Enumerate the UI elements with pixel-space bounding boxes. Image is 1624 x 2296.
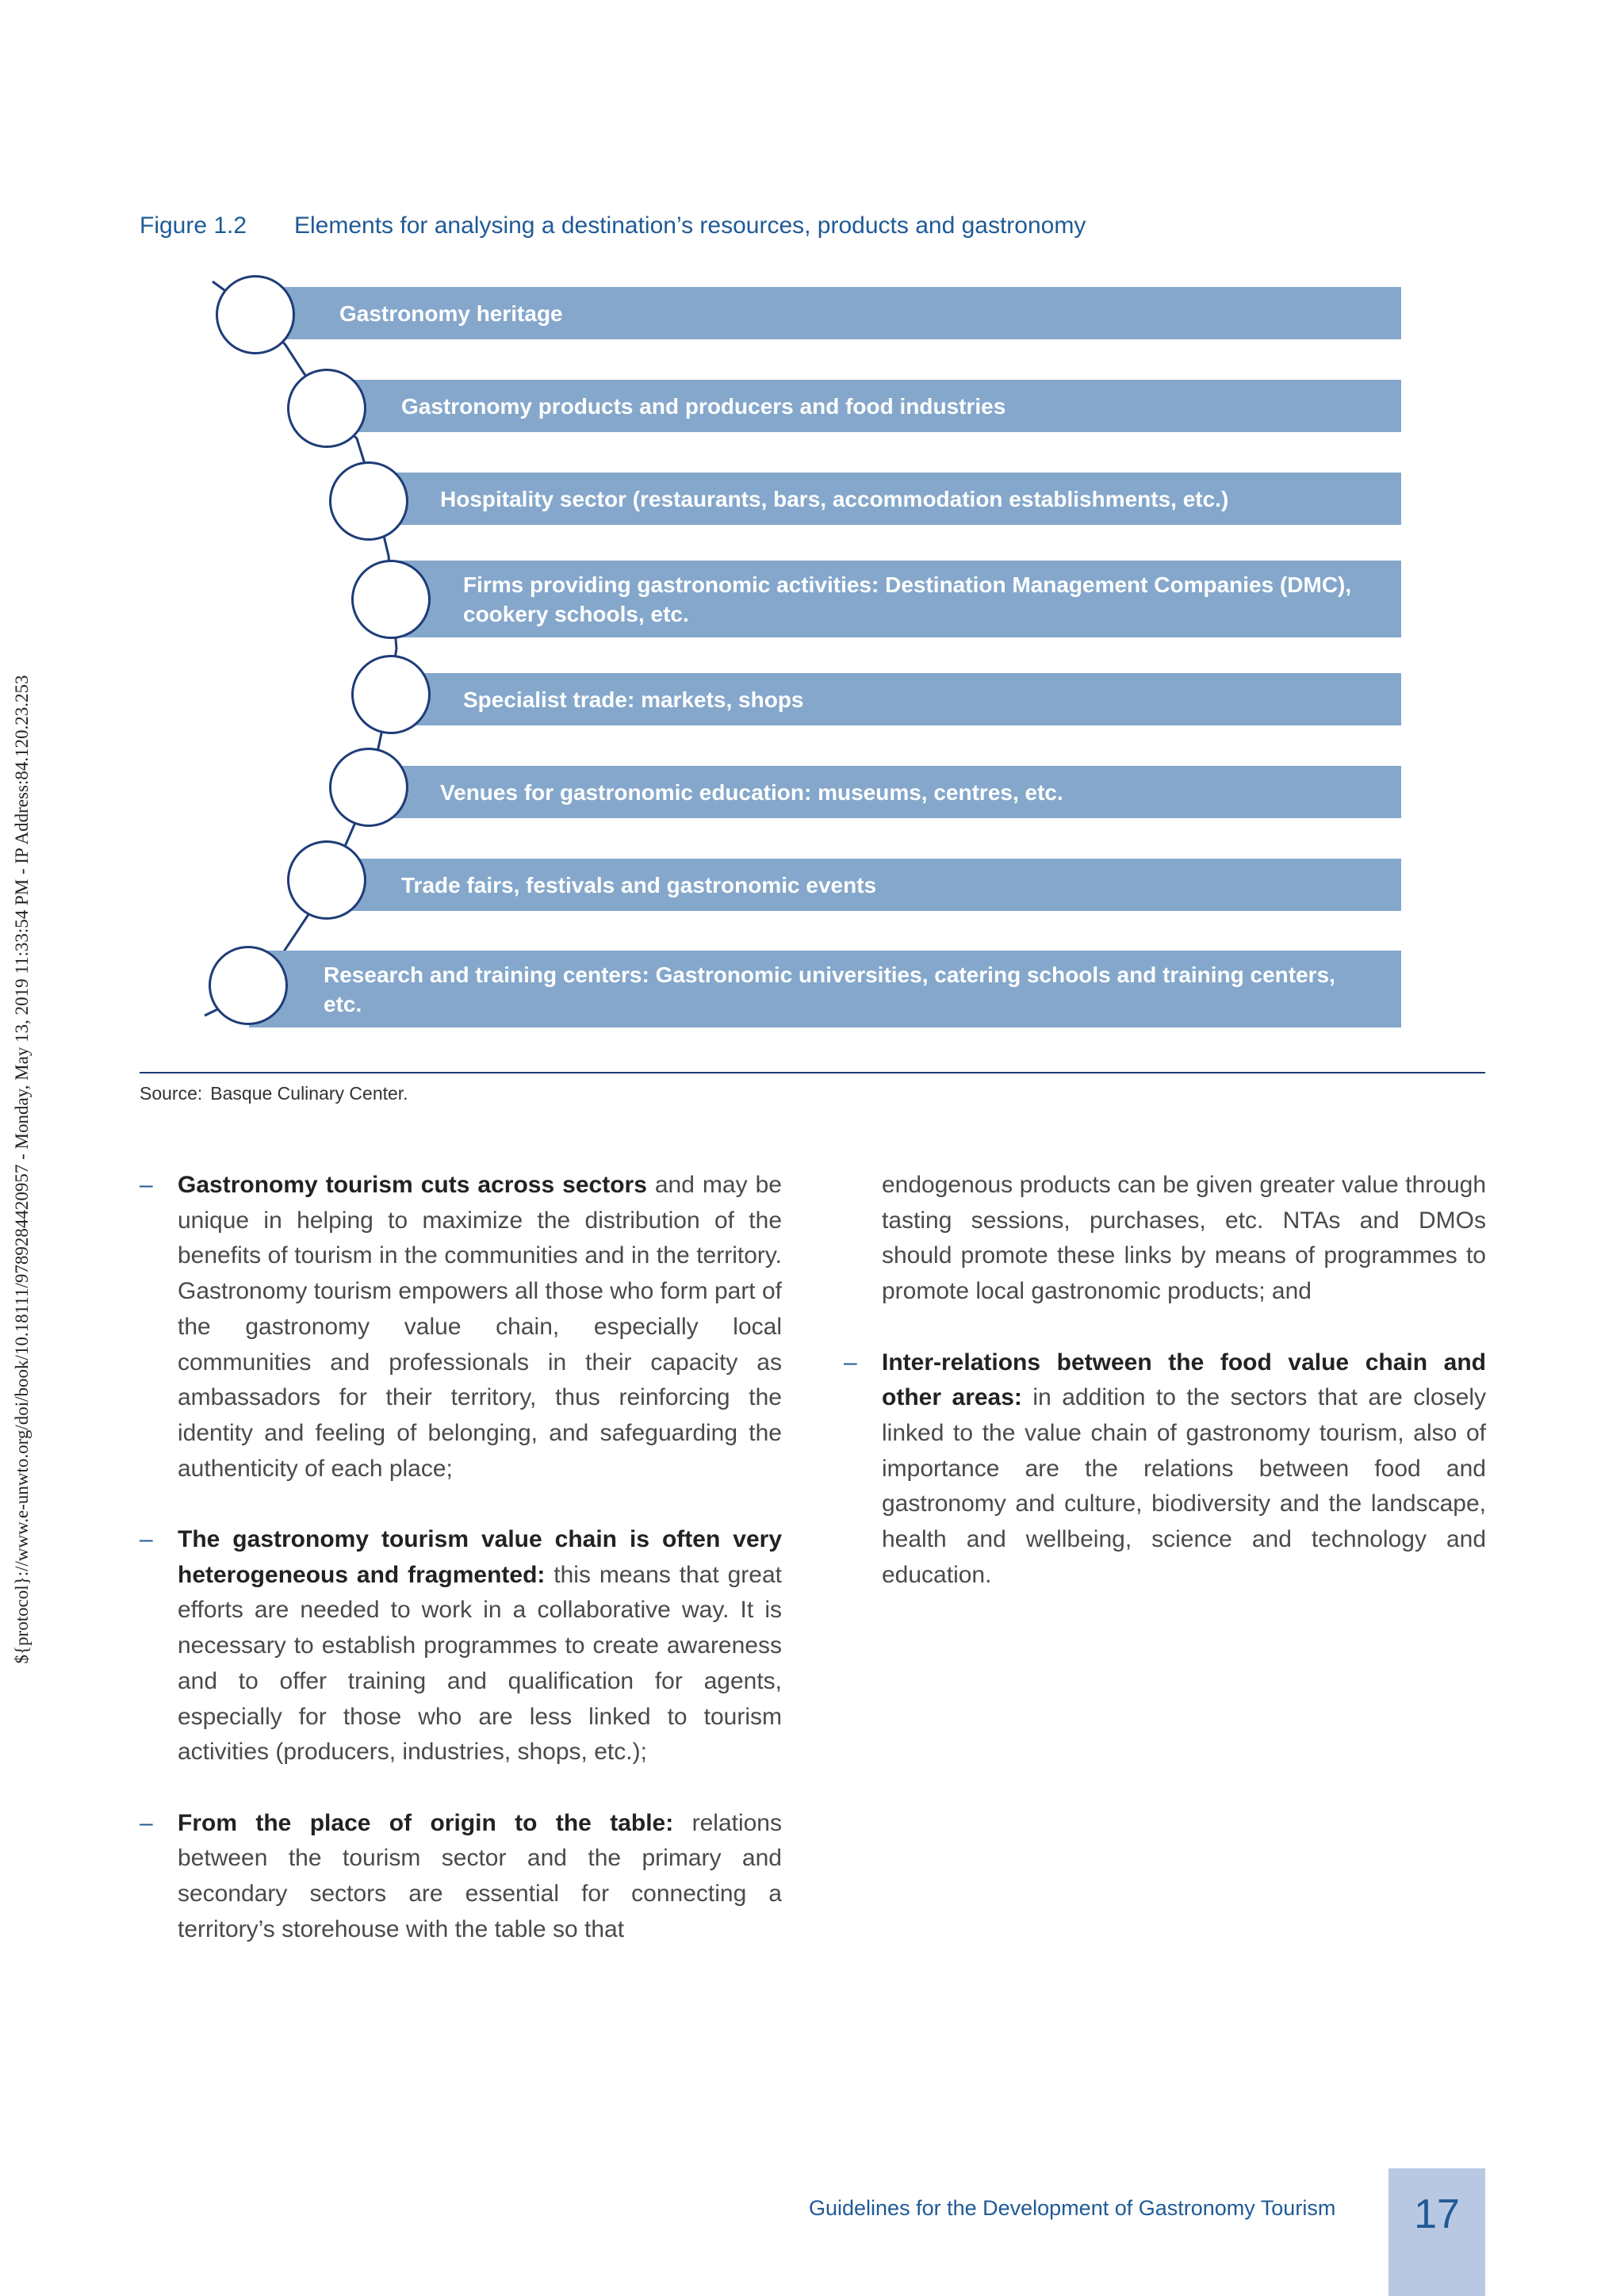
bullet-heading: From the place of origin to the table:	[178, 1809, 674, 1836]
element-circle-4	[351, 560, 431, 639]
element-bar-6	[370, 766, 1401, 818]
bullet-text: in addition to the sectors that are closely linked to the value chain of gastronomy tourism, also of importance are the relations between food and gastronomy and culture, biodiversity and the landscape, health and wellbeing, science and technology and education.	[882, 1384, 1486, 1588]
bullet-item-2	[140, 1522, 782, 1770]
element-circle-8	[209, 946, 288, 1025]
element-bar-8	[249, 951, 1401, 1027]
page-number-box	[1388, 2168, 1485, 2296]
bullet-dash: –	[140, 1526, 153, 1553]
bullet-dash: –	[140, 1809, 153, 1836]
element-bar-2	[328, 380, 1401, 432]
bullet-item-1	[140, 1168, 782, 1487]
element-label-7: Trade fairs, festivals and gastronomic events	[401, 872, 877, 897]
element-bar-3	[370, 473, 1401, 525]
left-column	[140, 1168, 782, 1983]
element-circle-5	[351, 655, 431, 734]
figure-number: Figure 1.2	[140, 212, 247, 239]
element-bar-4	[392, 561, 1401, 637]
source-label: Source:	[140, 1083, 203, 1104]
bullet-text: and may be unique in helping to maximize the distribution of the benefits of tourism in the communities and in the territory. Gastronomy tourism empowers all those who form part of the gastronomy value chain, especially local communities and professionals in their capacity as ambassadors for their territory, thus reinforcing the identity and feeling of belonging, and safeguarding the authenticity of each place;	[178, 1172, 782, 1482]
element-bar-5	[392, 673, 1401, 725]
figure-title: Elements for analysing a destination’s resources, products and gastronomy	[294, 212, 1086, 239]
continued-paragraph: endogenous products can be given greater value through tasting sessions, purchases, etc. NTAs and DMOs should promote these links by means of programmes to promote local gastronomic products; and	[882, 1172, 1486, 1305]
figure-divider	[140, 1072, 1485, 1073]
element-label-6: Venues for gastronomic education: museums, centres, etc.	[440, 779, 1063, 805]
right-column	[844, 1168, 1486, 1628]
element-label-5: Specialist trade: markets, shops	[463, 687, 804, 712]
element-circle-7	[287, 840, 366, 920]
element-label-1: Gastronomy heritage	[339, 300, 563, 326]
figure-source	[140, 1083, 408, 1104]
bullet-item-4	[844, 1345, 1486, 1594]
element-label-4: Firms providing gastronomic activities: Destination Management Companies (DMC), cookery schools, etc.	[463, 572, 1352, 626]
bullet-text: relations between the tourism sector and the primary and secondary sectors are essential for connecting a territory’s storehouse with the table so that	[178, 1809, 782, 1942]
element-bar-7	[328, 859, 1401, 911]
element-label-3: Hospitality sector (restaurants, bars, accommodation establishments, etc.)	[440, 486, 1229, 511]
figure-diagram	[0, 0, 1624, 1054]
element-bar-1	[257, 287, 1401, 339]
element-circle-3	[329, 461, 408, 541]
source-text: Basque Culinary Center.	[210, 1083, 408, 1104]
watermark-text: ${protocol}://www.e-unwto.org/doi/book/10.18111/9789284420957 - Monday, May 13, 2019 11:33:54 PM - IP Address:84.120.23.253	[12, 675, 32, 1664]
page-number: 17	[1414, 2191, 1460, 2237]
element-circle-1	[216, 275, 295, 354]
element-label-2: Gastronomy products and producers and food industries	[401, 393, 1006, 419]
bullet-heading: The gastronomy tourism value chain is often very heterogeneous and fragmented:	[178, 1526, 782, 1588]
bullet-dash: –	[140, 1172, 153, 1198]
element-circle-2	[287, 369, 366, 448]
bullet-text: this means that great efforts are needed to work in a collaborative way. It is necessary to establish programmes to create awareness and to offer training and qualification for agents, especially for those who are less linked to tourism activities (producers, industries, shops, etc.);	[178, 1561, 782, 1766]
element-circle-6	[329, 748, 408, 827]
footer-title: Guidelines for the Development of Gastronomy Tourism	[809, 2196, 1336, 2220]
element-label-8: Research and training centers: Gastronomic universities, catering schools and training centers, etc.	[324, 962, 1335, 1016]
bullet-heading: Gastronomy tourism cuts across sectors	[178, 1172, 647, 1198]
bullet-item-3	[140, 1806, 782, 1948]
bullet-dash: –	[844, 1349, 857, 1376]
bullet-heading: Inter-relations between the food value chain and other areas:	[882, 1349, 1486, 1411]
